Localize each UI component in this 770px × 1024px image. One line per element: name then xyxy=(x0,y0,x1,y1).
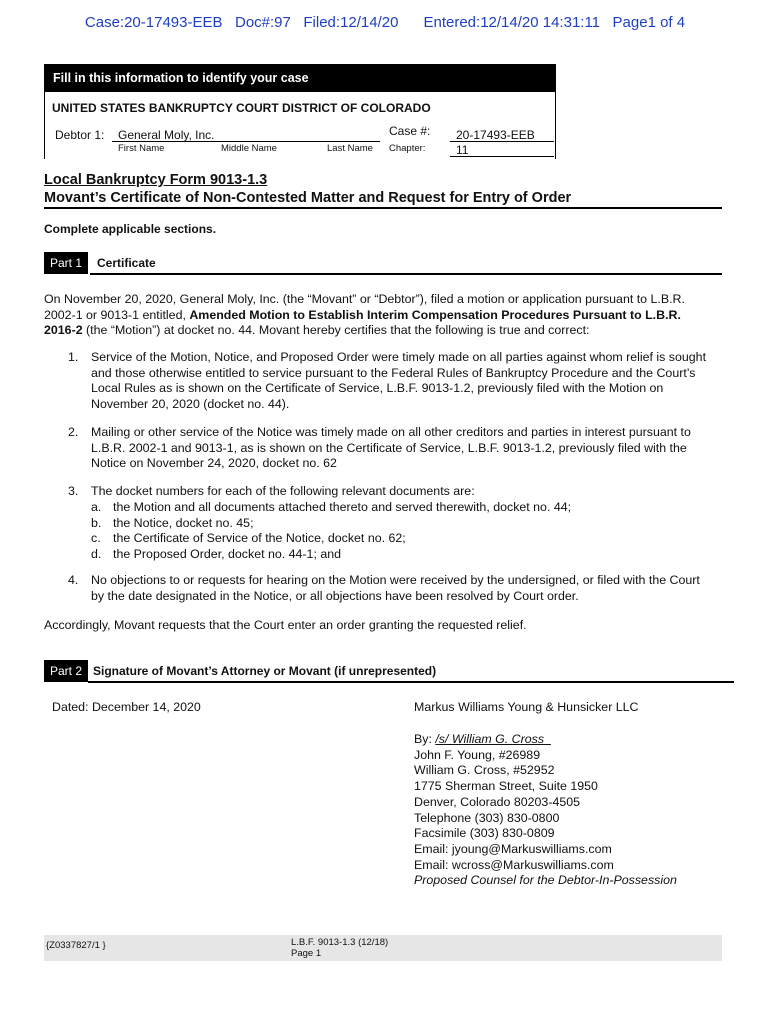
item4-number: 4. xyxy=(68,573,79,587)
signature-detail: William G. Cross, #52952 xyxy=(414,763,555,778)
item2-number: 2. xyxy=(68,425,79,439)
item4-text xyxy=(91,573,731,604)
sub-item xyxy=(91,547,731,563)
intro-line-2 xyxy=(44,308,734,324)
item1-number: 1. xyxy=(68,350,79,364)
stamp-case: Case:20-17493-EEB xyxy=(84,14,223,31)
part1-intro xyxy=(44,292,734,339)
last-name-label: Last Name xyxy=(327,143,373,154)
intro-line-3-text: (the “Motion”) at docket no. 44. Movant hereby certifies that the following is true and correct: xyxy=(82,323,590,338)
item2-line: L.B.R. 2002-1 and 9013-1, as is shown on the Certificate of Service, L.B.F. 9013-1.2, previously filed with the xyxy=(91,440,687,455)
intro-line-3 xyxy=(44,323,734,339)
item2-text xyxy=(91,425,731,472)
sub-text: the Notice, docket no. 45; xyxy=(113,515,254,530)
stamp-page: Page1 of 4 xyxy=(612,14,686,31)
chapter-label: Chapter: xyxy=(389,143,426,154)
electronic-signature: /s/ William G. Cross xyxy=(435,732,545,746)
firm-name: Markus Williams Young & Hunsicker LLC xyxy=(414,700,639,714)
first-name-label: First Name xyxy=(118,143,165,154)
item1-line: Service of the Motion, Notice, and Proposed Order were timely made on all parties against whom relief is sought xyxy=(91,350,707,364)
stamp-doc: Doc#:97 xyxy=(235,14,291,31)
signature-line xyxy=(414,732,734,748)
sub-text: the Certificate of Service of the Notice, docket no. 62; xyxy=(113,531,406,546)
sub-item xyxy=(91,531,731,547)
item3-number: 3. xyxy=(68,484,79,498)
item4-line: No objections to or requests for hearing on the Motion were received by the undersigned, or filed with the Court xyxy=(91,573,700,587)
stamp-entered: Entered:12/14/20 14:31:11 xyxy=(423,14,601,31)
item3-line: The docket numbers for each of the following relevant documents are: xyxy=(91,484,475,498)
item3-text xyxy=(91,484,731,500)
court-name: UNITED STATES BANKRUPTCY COURT DISTRICT OF COLORADO xyxy=(52,101,431,115)
case-number-line xyxy=(450,141,554,142)
signature-detail: John F. Young, #26989 xyxy=(414,747,541,762)
sub-letter: c. xyxy=(91,531,101,546)
motion-title-part1: Amended Motion to Establish Interim Compensation Procedures Pursuant to L.B.R. xyxy=(189,307,681,322)
footer-doc-id: {Z0337827/1 } xyxy=(46,940,106,951)
footer-page: Page 1 xyxy=(291,948,322,959)
sub-letter: b. xyxy=(91,515,102,530)
item1-line: November 20, 2020 (docket no. 44). xyxy=(91,397,290,412)
case-info-title: Fill in this information to identify your case xyxy=(53,71,309,85)
item3-sublist xyxy=(91,500,731,563)
part2-tag: Part 2 xyxy=(44,660,88,682)
form-title: Movant’s Certificate of Non-Contested Matter and Request for Entry of Order xyxy=(44,190,572,206)
motion-title-part2: 2016-2 xyxy=(44,323,83,338)
signature-detail: Facsimile (303) 830-0809 xyxy=(414,826,555,841)
signature-detail: Email: wcross@Markuswilliams.com xyxy=(414,857,614,872)
part1-title: Certificate xyxy=(97,256,156,270)
part1-rule xyxy=(90,273,722,275)
signature-block xyxy=(414,732,734,889)
chapter-value: 11 xyxy=(456,143,469,157)
filing-stamp xyxy=(0,14,770,31)
signature-detail: Email: jyoung@Markuswilliams.com xyxy=(414,841,612,856)
complete-sections-label: Complete applicable sections. xyxy=(44,222,217,236)
chapter-line xyxy=(450,156,554,157)
sub-text: the Proposed Order, docket no. 44-1; and xyxy=(113,547,341,562)
item2-line: Mailing or other service of the Notice was timely made on all other creditors and parties in interest pursuant to xyxy=(91,425,691,439)
sub-item xyxy=(91,500,731,516)
footer-form xyxy=(291,937,388,959)
counsel-role: Proposed Counsel for the Debtor-In-Possession xyxy=(414,873,677,888)
conclusion: Accordingly, Movant requests that the Court enter an order granting the requested relief. xyxy=(44,618,527,632)
sub-item xyxy=(91,516,731,532)
signature-detail: 1775 Sherman Street, Suite 1950 xyxy=(414,779,598,794)
signature-detail: Denver, Colorado 80203-4505 xyxy=(414,794,581,809)
item4-line: by the date designated in the Notice, or all objections have been resolved by Court order. xyxy=(91,588,579,603)
stamp-filed: Filed:12/14/20 xyxy=(303,14,399,31)
sub-text: the Motion and all documents attached thereto and served therewith, docket no. 44; xyxy=(113,500,572,514)
debtor-name: General Moly, Inc. xyxy=(118,128,215,142)
sub-letter: a. xyxy=(91,500,102,514)
case-number-value: 20-17493-EEB xyxy=(456,128,535,142)
case-info-header xyxy=(44,64,555,92)
form-number-title: Local Bankruptcy Form 9013-1.3 xyxy=(44,172,268,188)
item1-line: and those otherwise entitled to service pursuant to the Federal Rules of Bankruptcy Procedure and the Court’s xyxy=(91,365,696,380)
title-rule xyxy=(44,207,722,209)
item2-line: Notice on November 24, 2020, docket no. 62 xyxy=(91,456,337,471)
part1-tag: Part 1 xyxy=(44,252,88,274)
middle-name-label: Middle Name xyxy=(221,143,277,154)
footer-form-number: L.B.F. 9013-1.3 (12/18) xyxy=(291,937,389,948)
intro-line-2-text: 2002-1 or 9013-1 entitled, xyxy=(44,307,190,322)
item1-line: Local Rules as is shown on the Certificate of Service, L.B.F. 9013-1.2, previously filed with the Motion on xyxy=(91,381,664,396)
signature-detail: Telephone (303) 830-0800 xyxy=(414,810,560,825)
intro-line-1: On November 20, 2020, General Moly, Inc. (the “Movant” or “Debtor”), filed a motion or application pursuant to L.B.R. xyxy=(44,292,685,306)
item1-text xyxy=(91,350,731,413)
sub-letter: d. xyxy=(91,547,102,562)
debtor-label: Debtor 1: xyxy=(55,128,105,142)
part2-title: Signature of Movant’s Attorney or Movant (if unrepresented) xyxy=(93,664,437,678)
part2-rule xyxy=(88,681,734,683)
by-label: By: xyxy=(414,732,436,746)
dated: Dated: December 14, 2020 xyxy=(52,700,201,714)
case-number-label: Case #: xyxy=(389,124,431,138)
